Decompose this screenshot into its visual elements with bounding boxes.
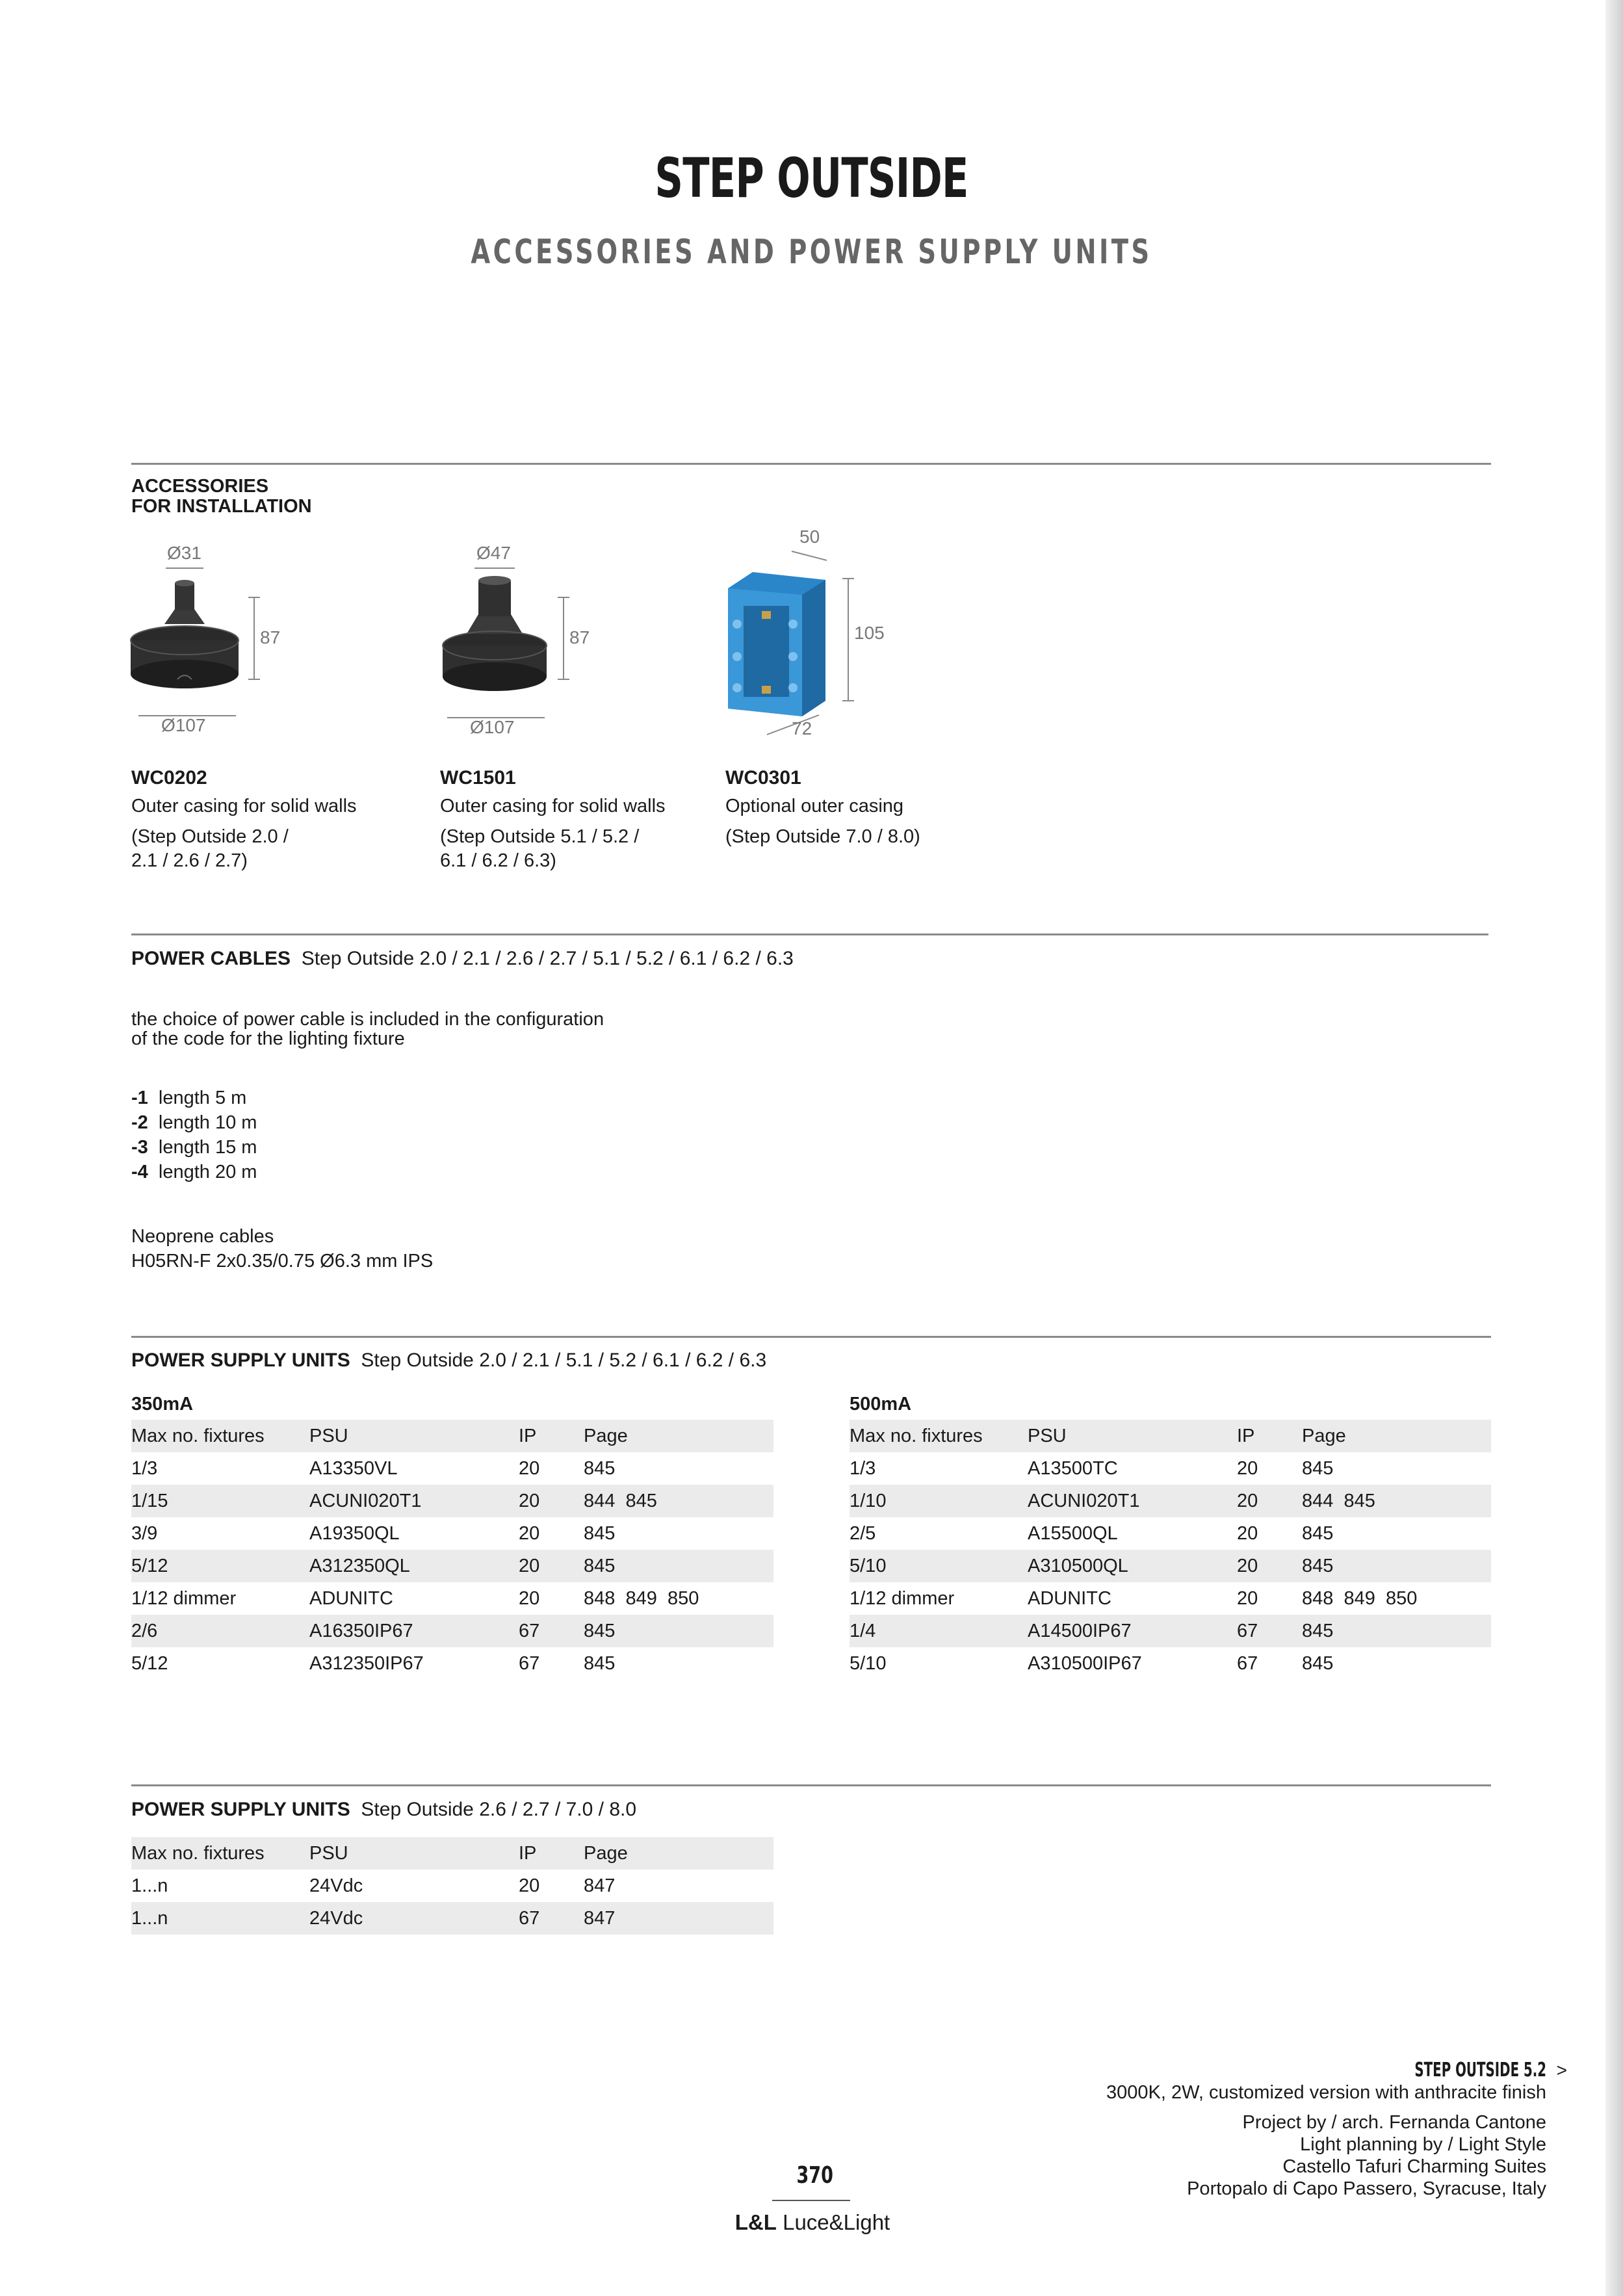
product-code: WC0301 [725,767,801,789]
caption-title: STEP OUTSIDE 5.2 > [1414,2059,1567,2081]
product-models: (Step Outside 5.1 / 5.2 / 6.1 / 6.2 / 6.3) [440,826,640,871]
dim-top-label: Ø31 [167,543,201,563]
section-divider [131,1784,1491,1786]
accessory-item-wc0202 [131,767,357,873]
cable-type: Neoprene cables H05RN-F 2x0.35/0.75 Ø6.3 mm IPS [131,1226,434,1272]
wc1501-product-image [434,543,603,741]
page-number: 370 [796,2162,833,2189]
table-header-row: Max no. fixtures PSU IP Page [131,1837,773,1870]
psu-table-350ma [131,1420,773,1680]
table-row: 5/12 A312350QL 20 845 [131,1550,773,1582]
table-row: 2/5 A15500QL 20 845 [850,1522,1334,1544]
table-label-500ma: 500mA [850,1394,912,1415]
product-code: WC0202 [131,767,207,789]
table-row: 1/12 dimmer ADUNITC 20 848 849 850 [131,1587,699,1609]
table-row: 3/9 A19350QL 20 845 [131,1522,616,1544]
list-item: -4 length 20 m [131,1162,257,1182]
wc0202-product-image [127,543,296,741]
table-row: 5/12 A312350IP67 67 845 [131,1652,616,1674]
psu-table-24vdc [131,1837,773,1935]
psu-section-heading: POWER SUPPLY UNITS Step Outside 2.6 / 2.7 / 7.0 / 8.0 [131,1799,637,1820]
power-cables-note: the choice of power cable is included in the configuration of the code for the lighting fixture [131,1009,604,1049]
table-row: 1/4 A14500IP67 67 845 [850,1615,1491,1647]
page-subtitle: ACCESSORIES AND POWER SUPPLY UNITS [471,233,1152,272]
list-item: -2 length 10 m [131,1112,257,1133]
accessories-heading: ACCESSORIES FOR INSTALLATION [131,476,312,517]
product-models: (Step Outside 2.0 / 2.1 / 2.6 / 2.7) [131,826,289,871]
footer-divider [772,2200,850,2201]
dim-top-label: Ø47 [476,543,511,563]
list-item: -1 length 5 m [131,1088,247,1108]
cable-length-list [131,1086,257,1184]
dim-side-label: 87 [569,627,590,647]
product-description: Outer casing for solid walls [440,796,666,816]
section-divider [131,463,1491,465]
accessory-item-wc0301 [725,767,920,849]
table-row: 5/10 A310500QL 20 845 [850,1550,1491,1582]
caption-venue: Castello Tafuri Charming Suites [1282,2156,1546,2177]
dim-side-label: 105 [854,623,885,643]
product-models: (Step Outside 7.0 / 8.0) [725,826,920,847]
psu-table-500ma [850,1420,1491,1680]
table-label-350ma: 350mA [131,1394,194,1415]
dim-bottom-label: 72 [792,718,812,738]
accessory-item-wc1501 [440,767,666,873]
table-row: 1/10 ACUNI020T1 20 844 845 [850,1485,1491,1517]
caption-lighting: Light planning by / Light Style [1300,2134,1546,2155]
wc0301-product-image [715,527,910,744]
product-code: WC1501 [440,767,516,789]
dim-bottom-label: Ø107 [470,717,515,737]
table-row: 1/15 ACUNI020T1 20 844 845 [131,1485,773,1517]
caption-spec: 3000K, 2W, customized version with anthracite finish [1106,2082,1546,2103]
product-description: Outer casing for solid walls [131,796,357,816]
list-item: -3 length 15 m [131,1137,257,1158]
section-divider [131,933,1488,935]
table-row: 1...n 24Vdc 67 847 [131,1902,773,1935]
page-title: STEP OUTSIDE [655,146,968,210]
table-header-row: Max no. fixtures PSU IP Page [850,1420,1491,1452]
arrow-right-icon: > [1556,2060,1567,2080]
dim-top-label: 50 [799,527,820,547]
table-header-row: Max no. fixtures PSU IP Page [131,1420,773,1452]
table-row: 1/3 A13500TC 20 845 [850,1457,1334,1479]
brand-logo: L&L Luce&Light [734,2210,890,2234]
page-edge-shadow [1605,0,1623,2296]
power-cables-heading: POWER CABLES Step Outside 2.0 / 2.1 / 2.6 / 2.7 / 5.1 / 5.2 / 6.1 / 6.2 / 6.3 [131,948,794,969]
photo-caption [1106,2059,1567,2200]
product-description: Optional outer casing [725,796,904,816]
table-row: 1...n 24Vdc 20 847 [131,1875,616,1896]
section-divider [131,1336,1491,1338]
table-row: 1/12 dimmer ADUNITC 20 848 849 850 [850,1587,1418,1609]
table-row: 1/3 A13350VL 20 845 [131,1457,616,1479]
table-row: 2/6 A16350IP67 67 845 [131,1615,773,1647]
psu-section-heading: POWER SUPPLY UNITS Step Outside 2.0 / 2.1 / 5.1 / 5.2 / 6.1 / 6.2 / 6.3 [131,1350,767,1371]
table-row: 5/10 A310500IP67 67 845 [850,1652,1334,1674]
caption-project: Project by / arch. Fernanda Cantone [1242,2112,1546,2133]
dim-bottom-label: Ø107 [161,715,206,735]
caption-location: Portopalo di Capo Passero, Syracuse, Italy [1187,2178,1546,2199]
dim-side-label: 87 [260,627,281,647]
